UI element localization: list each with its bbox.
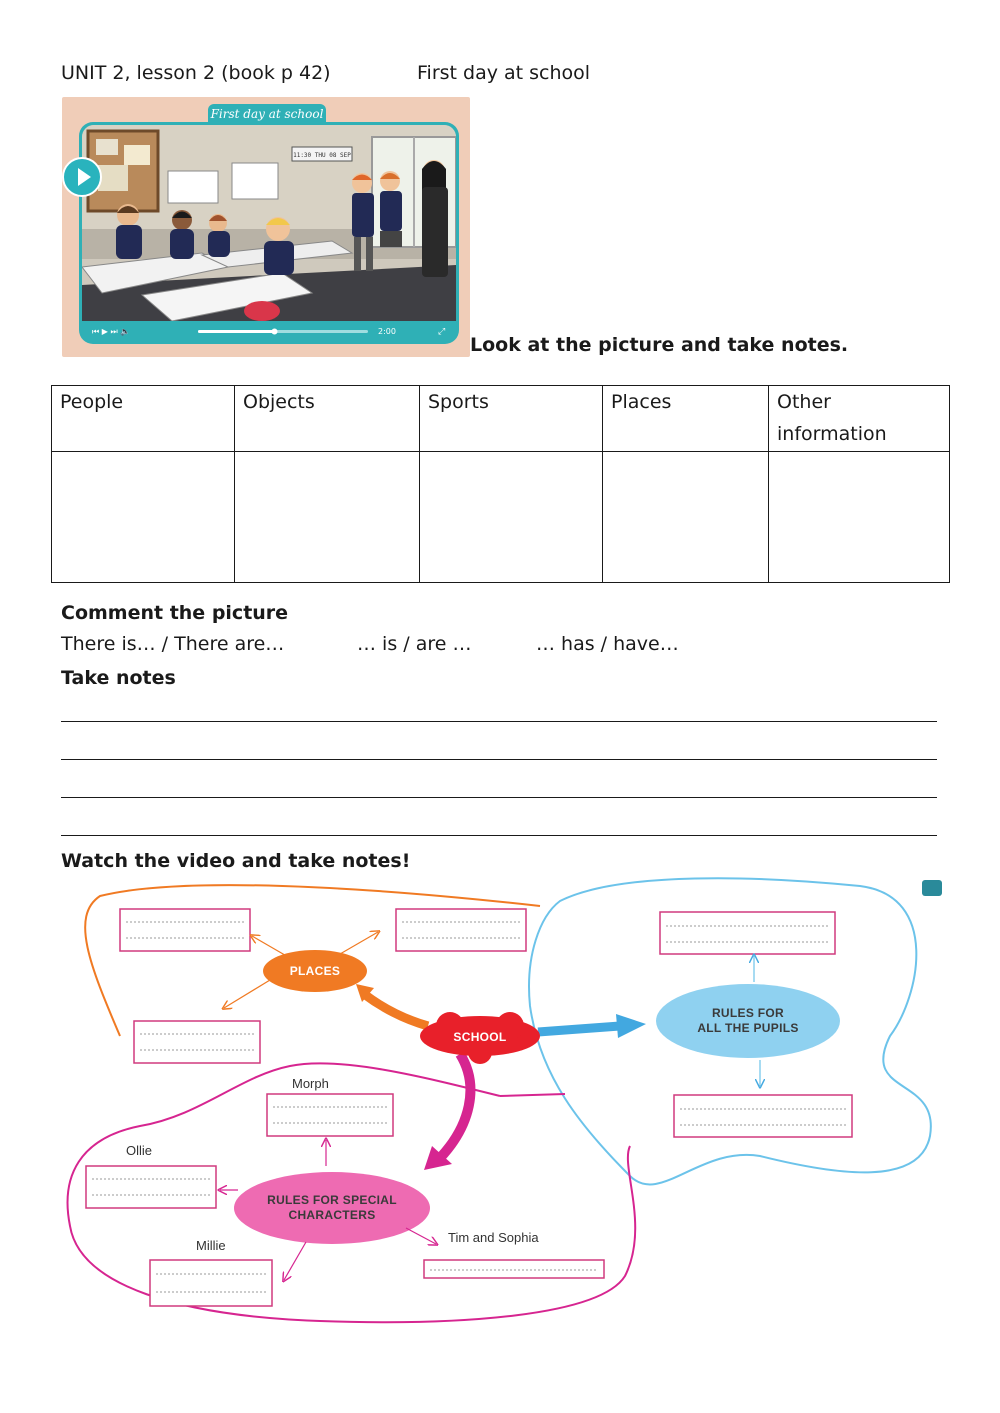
name-tim-and-sophia: Tim and Sophia (448, 1230, 539, 1245)
tim-sophia-answer-box[interactable] (424, 1260, 604, 1278)
transport-icons[interactable]: ⏮ ▶ ⏭ 🔈 (92, 327, 131, 336)
cell-objects[interactable] (235, 452, 420, 583)
places-label: PLACES (289, 964, 341, 978)
header-objects: Objects (235, 386, 420, 452)
video-time: 2:00 (378, 327, 396, 336)
arrow-to-places (364, 994, 428, 1026)
corner-mark (922, 880, 942, 896)
video-controls[interactable] (82, 321, 456, 341)
video-scene (82, 125, 456, 321)
topic-heading: First day at school (417, 62, 591, 84)
name-ollie: Ollie (126, 1143, 153, 1158)
rules-all-answer-box[interactable] (660, 912, 835, 954)
phrase-has-have: … has / have… (536, 633, 679, 655)
notes-table (51, 385, 950, 583)
unit-lesson-heading: UNIT 2, lesson 2 (book p 42) (61, 62, 331, 84)
mind-map (60, 876, 950, 1346)
school-label: SCHOOL (453, 1030, 507, 1044)
header-places: Places (603, 386, 769, 452)
places-answer-box[interactable] (120, 909, 250, 951)
writing-line[interactable] (61, 759, 937, 760)
phrase-is-are: … is / are … (357, 633, 472, 655)
video-thumbnail[interactable] (62, 97, 470, 357)
writing-line[interactable] (61, 797, 937, 798)
writing-line[interactable] (61, 721, 937, 722)
rules-special-label-line1: RULES FOR SPECIAL (267, 1193, 397, 1207)
millie-answer-box[interactable] (150, 1260, 272, 1306)
video-frame (79, 122, 459, 344)
header-people: People (52, 386, 235, 452)
cell-places[interactable] (603, 452, 769, 583)
phrase-there-is: There is… / There are… (61, 633, 285, 655)
writing-line[interactable] (61, 835, 937, 836)
header-sports: Sports (420, 386, 603, 452)
cell-people[interactable] (52, 452, 235, 583)
morph-answer-box[interactable] (267, 1094, 393, 1136)
ollie-answer-box[interactable] (86, 1166, 216, 1208)
cell-other-information[interactable] (769, 452, 950, 583)
rules-all-label-line1: RULES FOR (711, 1006, 785, 1020)
table-row (52, 452, 950, 583)
header-other-information: Other information (769, 386, 950, 452)
play-icon[interactable] (62, 157, 102, 197)
rules-all-label-line2: ALL THE PUPILS (697, 1021, 799, 1035)
rules-all-answer-box[interactable] (674, 1095, 852, 1137)
places-answer-box[interactable] (396, 909, 526, 951)
watch-heading: Watch the video and take notes! (61, 850, 411, 872)
video-title: First day at school (208, 104, 326, 124)
arrow-to-rules-all (538, 1026, 620, 1032)
name-morph: Morph (292, 1076, 329, 1091)
take-notes-heading: Take notes (61, 667, 176, 689)
notes-table-header (52, 386, 950, 452)
fullscreen-icon[interactable]: ⤢ (438, 327, 446, 337)
rules-special-label-line2: CHARACTERS (288, 1208, 376, 1222)
comment-heading: Comment the picture (61, 602, 289, 624)
places-answer-box[interactable] (134, 1021, 260, 1063)
cell-sports[interactable] (420, 452, 603, 583)
progress-fill (198, 330, 275, 333)
picture-instruction: Look at the picture and take notes. (470, 334, 849, 356)
progress-handle[interactable] (272, 329, 278, 335)
clock-text: 11:30 THU 08 SEP (293, 152, 351, 159)
arrow-to-rules-special (440, 1054, 470, 1158)
name-millie: Millie (196, 1238, 226, 1253)
